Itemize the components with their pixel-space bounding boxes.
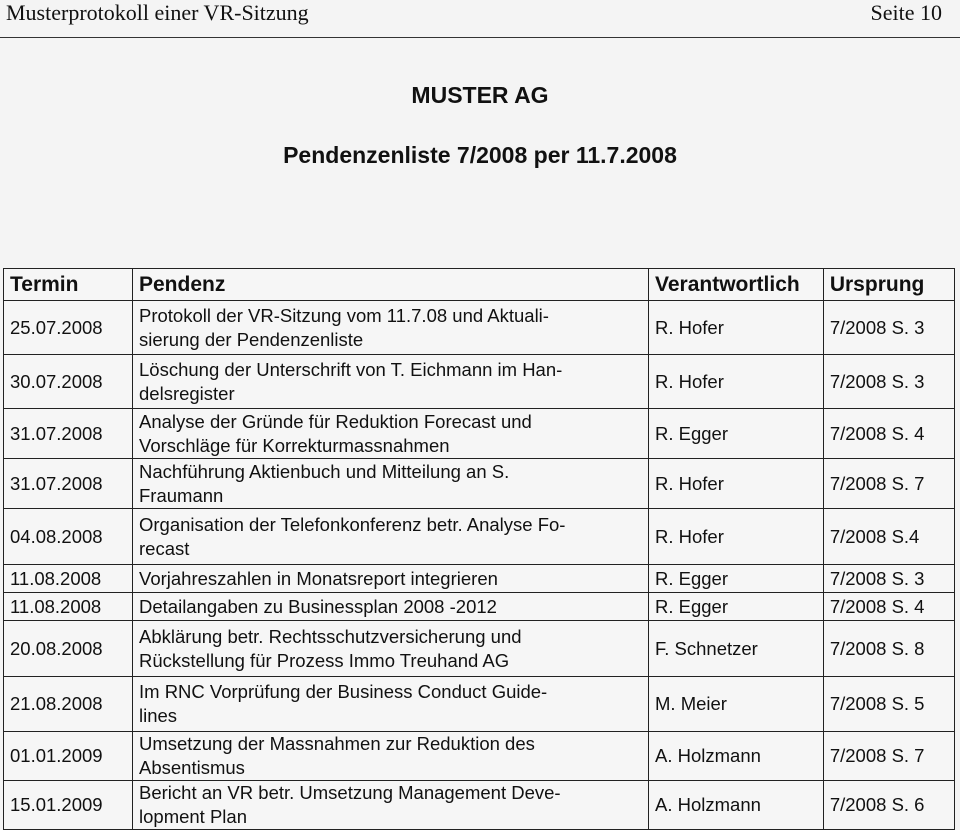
cell-verantwortlich: F. Schnetzer [649, 621, 824, 677]
cell-verantwortlich: A. Holzmann [649, 781, 824, 830]
table-row [4, 509, 955, 565]
cell-pendenz: Bericht an VR betr. Umsetzung Management Deve- lopment Plan [133, 781, 649, 830]
table-row [4, 781, 955, 830]
cell-verantwortlich: R. Egger [649, 593, 824, 621]
cell-pendenz: Im RNC Vorprüfung der Business Conduct Guide- lines [133, 677, 649, 732]
cell-pendenz: Umsetzung der Massnahmen zur Reduktion des Absentismus [133, 732, 649, 781]
cell-pendenz: Löschung der Unterschrift von T. Eichmann im Han- delsregister [133, 355, 649, 409]
table-row [4, 409, 955, 459]
cell-ursprung: 7/2008 S. 7 [823, 459, 954, 509]
cell-ursprung: 7/2008 S. 3 [823, 301, 954, 355]
cell-verantwortlich: R. Hofer [649, 355, 824, 409]
table-row [4, 677, 955, 732]
cell-termin: 21.08.2008 [4, 677, 133, 732]
cell-verantwortlich: R. Hofer [649, 459, 824, 509]
cell-ursprung: 7/2008 S. 4 [823, 593, 954, 621]
cell-pendenz: Organisation der Telefonkonferenz betr. Analyse Fo- recast [133, 509, 649, 565]
cell-ursprung: 7/2008 S. 6 [823, 781, 954, 830]
column-header-ursprung: Ursprung [823, 269, 954, 301]
cell-termin: 01.01.2009 [4, 732, 133, 781]
cell-pendenz: Protokoll der VR-Sitzung vom 11.7.08 und Aktuali- sierung der Pendenzenliste [133, 301, 649, 355]
cell-ursprung: 7/2008 S. 3 [823, 355, 954, 409]
cell-termin: 30.07.2008 [4, 355, 133, 409]
cell-termin: 04.08.2008 [4, 509, 133, 565]
table-row [4, 565, 955, 593]
cell-termin: 11.08.2008 [4, 593, 133, 621]
cell-verantwortlich: M. Meier [649, 677, 824, 732]
list-title: Pendenzenliste 7/2008 per 11.7.2008 [283, 142, 677, 168]
cell-pendenz: Detailangaben zu Businessplan 2008 -2012 [133, 593, 649, 621]
cell-termin: 31.07.2008 [4, 459, 133, 509]
cell-ursprung: 7/2008 S. 7 [823, 732, 954, 781]
cell-termin: 11.08.2008 [4, 565, 133, 593]
cell-pendenz: Nachführung Aktienbuch und Mitteilung an S. Fraumann [133, 459, 649, 509]
company-name: MUSTER AG [411, 82, 549, 108]
cell-ursprung: 7/2008 S. 8 [823, 621, 954, 677]
document-title: Musterprotokoll einer VR-Sitzung [6, 0, 309, 25]
column-header-termin: Termin [4, 269, 133, 301]
table-row [4, 593, 955, 621]
cell-ursprung: 7/2008 S.4 [823, 509, 954, 565]
cell-pendenz: Analyse der Gründe für Reduktion Forecast und Vorschläge für Korrekturmassnahmen [133, 409, 649, 459]
page-number: Seite 10 [870, 0, 942, 25]
cell-ursprung: 7/2008 S. 3 [823, 565, 954, 593]
table-header-row [4, 269, 955, 301]
cell-termin: 25.07.2008 [4, 301, 133, 355]
cell-verantwortlich: R. Egger [649, 565, 824, 593]
cell-termin: 20.08.2008 [4, 621, 133, 677]
cell-verantwortlich: A. Holzmann [649, 732, 824, 781]
cell-pendenz: Abklärung betr. Rechtsschutzversicherung und Rückstellung für Prozess Immo Treuhand AG [133, 621, 649, 677]
cell-pendenz: Vorjahreszahlen in Monatsreport integrieren [133, 565, 649, 593]
cell-ursprung: 7/2008 S. 4 [823, 409, 954, 459]
cell-verantwortlich: R. Hofer [649, 509, 824, 565]
table-row [4, 459, 955, 509]
pending-items-table [3, 268, 955, 830]
column-header-verantwortlich: Verantwortlich [649, 269, 824, 301]
cell-termin: 31.07.2008 [4, 409, 133, 459]
cell-termin: 15.01.2009 [4, 781, 133, 830]
column-header-pendenz: Pendenz [133, 269, 649, 301]
cell-verantwortlich: R. Egger [649, 409, 824, 459]
table-row [4, 621, 955, 677]
table-row [4, 732, 955, 781]
table-row [4, 301, 955, 355]
table-row [4, 355, 955, 409]
page-header [0, 0, 960, 38]
cell-ursprung: 7/2008 S. 5 [823, 677, 954, 732]
cell-verantwortlich: R. Hofer [649, 301, 824, 355]
